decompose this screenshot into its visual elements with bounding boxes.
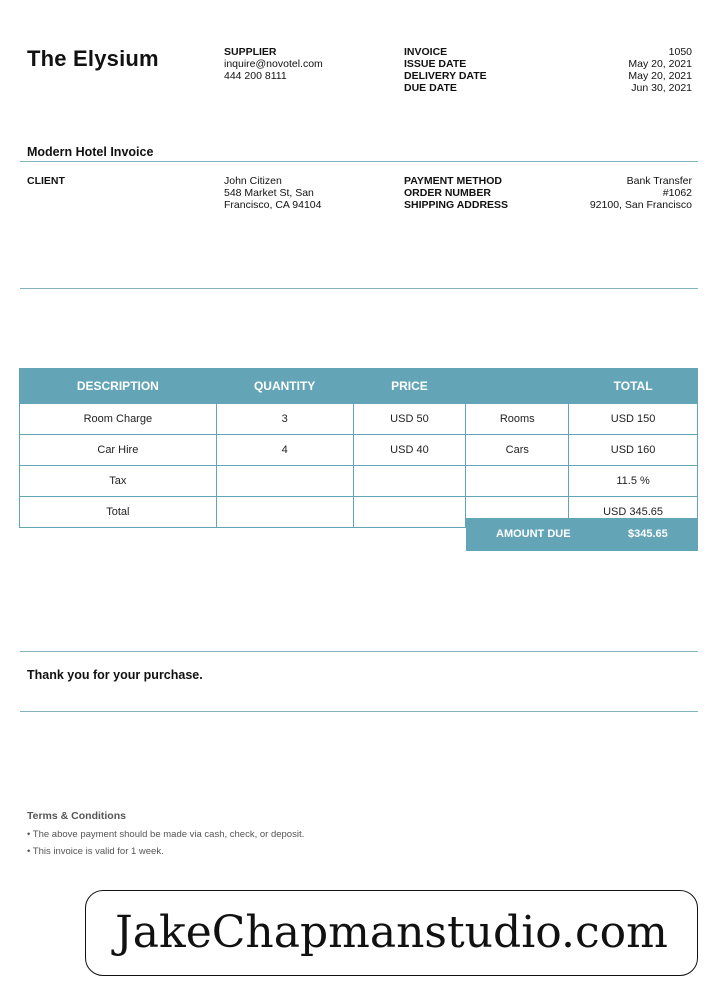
cell-total: USD 160 <box>569 435 698 466</box>
payment-method: Bank Transfer <box>626 175 692 187</box>
brand-name: The Elysium <box>27 46 159 71</box>
client-address-line1: 548 Market St, San <box>224 187 314 199</box>
divider <box>20 288 698 289</box>
issue-date: May 20, 2021 <box>628 58 692 70</box>
cell-quantity: 3 <box>216 404 353 435</box>
payment-method-label: PAYMENT METHOD <box>404 175 503 187</box>
table-header-row <box>20 369 698 404</box>
divider <box>20 161 698 162</box>
shipping-address: 92100, San Francisco <box>589 199 692 211</box>
supplier-email: inquire@novotel.com <box>224 58 323 70</box>
supplier-phone: 444 200 8111 <box>224 70 287 82</box>
client-name: John Citizen <box>224 175 282 187</box>
thank-you-message: Thank you for your purchase. <box>27 668 203 682</box>
cell-unit: Cars <box>466 435 569 466</box>
column-header-price: PRICE <box>353 369 466 404</box>
supplier-label: SUPPLIER <box>224 46 277 58</box>
table-row <box>20 466 698 497</box>
cell-price: USD 50 <box>353 404 466 435</box>
amount-due-box <box>466 518 698 551</box>
cell-total: 11.5 % <box>569 466 698 497</box>
cell-total: USD 345.65 <box>569 497 698 528</box>
terms-list <box>27 826 304 860</box>
due-date: Jun 30, 2021 <box>631 82 692 94</box>
cell-description: Tax <box>20 466 217 497</box>
supplier-block <box>224 46 323 82</box>
line-items-table <box>19 368 698 528</box>
column-header-total: TOTAL <box>569 369 698 404</box>
watermark-banner: JakeChapmanstudio.com <box>85 890 698 976</box>
cell-quantity: 4 <box>216 435 353 466</box>
divider <box>20 651 698 652</box>
delivery-date: May 20, 2021 <box>628 70 692 82</box>
cell-description: Car Hire <box>20 435 217 466</box>
terms-item: • The above payment should be made via cash, check, or deposit. <box>27 829 305 840</box>
issue-date-label: ISSUE DATE <box>404 58 467 70</box>
client-label: CLIENT <box>27 175 65 187</box>
order-number-label: ORDER NUMBER <box>404 187 491 199</box>
cell-quantity <box>216 497 353 528</box>
table-row <box>20 435 698 466</box>
column-header-description: DESCRIPTION <box>20 369 217 404</box>
shipping-address-label: SHIPPING ADDRESS <box>404 199 509 211</box>
client-details <box>224 175 321 211</box>
delivery-date-label: DELIVERY DATE <box>404 70 487 82</box>
amount-due-label: AMOUNT DUE <box>496 528 571 540</box>
invoice-number: 1050 <box>668 46 692 58</box>
order-number: #1062 <box>662 187 692 199</box>
invoice-values <box>542 46 692 94</box>
cell-quantity <box>216 466 353 497</box>
cell-price <box>353 466 466 497</box>
divider <box>20 711 698 712</box>
table-row <box>20 404 698 435</box>
cell-price: USD 40 <box>353 435 466 466</box>
client-address-line2: Francisco, CA 94104 <box>224 199 322 211</box>
column-header-unit <box>466 369 569 404</box>
invoice-label: INVOICE <box>404 46 448 58</box>
terms-title: Terms & Conditions <box>27 810 126 822</box>
section-title: Modern Hotel Invoice <box>27 145 154 159</box>
cell-unit <box>466 466 569 497</box>
cell-description: Total <box>20 497 217 528</box>
payment-values <box>492 175 692 211</box>
due-date-label: DUE DATE <box>404 82 457 94</box>
cell-total: USD 150 <box>569 404 698 435</box>
amount-due-value: $345.65 <box>628 528 668 540</box>
column-header-quantity: QUANTITY <box>216 369 353 404</box>
cell-description: Room Charge <box>20 404 217 435</box>
terms-item: • This invoice is valid for 1 week. <box>27 846 164 857</box>
cell-unit: Rooms <box>466 404 569 435</box>
invoice-labels <box>404 46 487 94</box>
cell-price <box>353 497 466 528</box>
